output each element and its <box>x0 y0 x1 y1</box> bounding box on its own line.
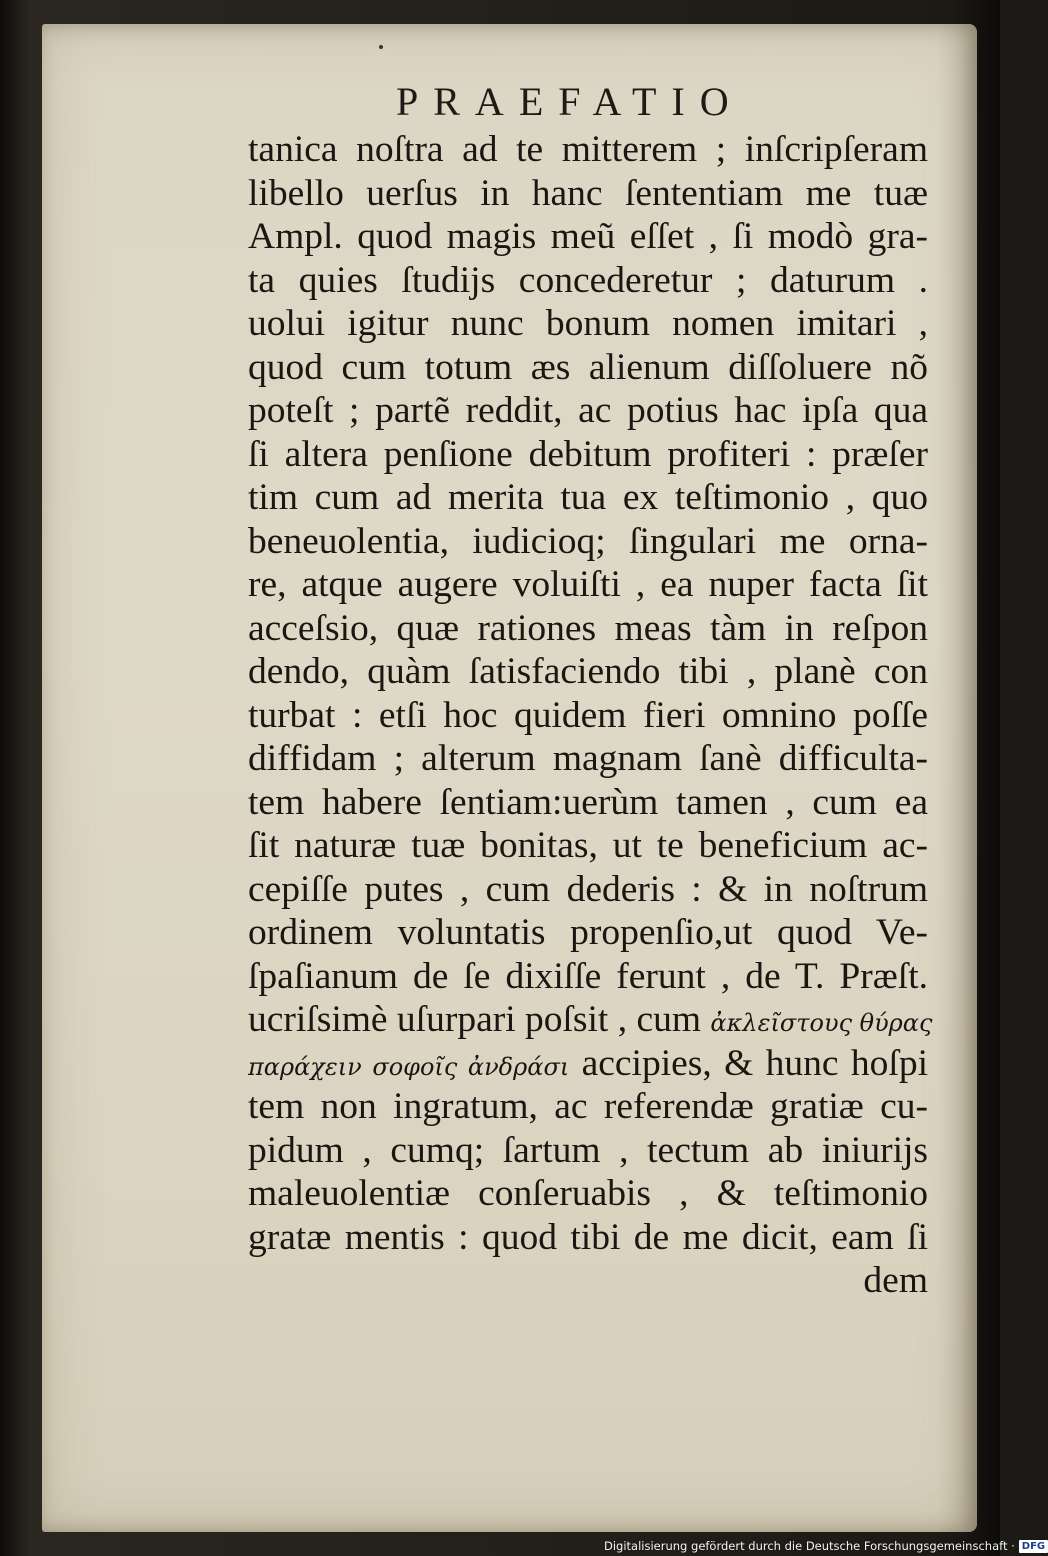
text-line: maleuolentiæ conſeruabis , & teſtimonio <box>248 1173 928 1214</box>
text-line: ordinem voluntatis propenſio,ut quod Ve- <box>248 912 928 953</box>
digitization-credit <box>604 1536 1048 1556</box>
dfg-logo-icon: DFG <box>1019 1540 1048 1553</box>
text-line: Ampl. quod magis meũ eſſet , ſi modò gra- <box>248 216 928 257</box>
text-line: cepiſſe putes , cum dederis : & in noſtrum <box>248 868 928 910</box>
latin-segment: ucriſsimè uſurpari poſsit , cum <box>248 999 702 1040</box>
text-line: pidum , cumq; ſartum , tectum ab iniurijs <box>248 1129 928 1171</box>
text-line: libello uerſus in hanc ſententiam me tuæ <box>248 172 928 214</box>
text-line: tem non ingratum, ac referendæ gratiæ cu- <box>248 1086 928 1127</box>
text-line-greek <box>248 998 933 1042</box>
text-line: ſi altera penſione debitum profiteri : præſer <box>248 433 928 475</box>
text-line: diffidam ; alterum magnam ſanè difficulta- <box>248 738 928 779</box>
text-line-greek <box>248 1042 928 1086</box>
catchword: dem <box>863 1260 928 1301</box>
text-line: turbat : etſi hoc quidem fieri omnino poſſe <box>248 694 928 736</box>
credit-text: Digitalisierung gefördert durch die Deutsche Forschungsgemeinschaft · <box>604 1539 1015 1553</box>
text-line: dendo, quàm ſatisfaciendo tibi , planè con <box>248 651 928 692</box>
text-line: gratæ mentis : quod tibi de me dicit, eam ſi <box>248 1216 928 1258</box>
text-line: ſpaſianum de ſe dixiſſe ferunt , de T. Præſt. <box>248 955 928 997</box>
text-line: quod cum totum æs alienum diſſoluere nõ <box>248 346 928 388</box>
text-line: acceſsio, quæ rationes meas tàm in reſpon <box>248 607 928 649</box>
running-head: PRAEFATIO <box>396 79 744 124</box>
text-line: tem habere ſentiam:uerùm tamen , cum ea <box>248 781 928 823</box>
text-line: ſit naturæ tuæ bonitas, ut te beneficium ac- <box>248 825 928 866</box>
text-line: ta quies ſtudijs concederetur ; daturum . <box>248 259 928 301</box>
text-line: poteſt ; partẽ reddit, ac potius hac ipſa qua <box>248 390 928 431</box>
text-block <box>248 128 933 1303</box>
greek-segment: παράχειν σοφοῖς ἀνδράσι <box>248 1052 570 1081</box>
text-line: beneuolentia, iudicioq; ſingulari me orna- <box>248 520 928 562</box>
latin-segment: accipies, & hunc hoſpi <box>581 1042 928 1084</box>
text-line: uolui igitur nunc bonum nomen imitari , <box>248 303 928 344</box>
text-line: tim cum ad merita tua ex teſtimonio , quo <box>248 477 928 518</box>
ink-dot <box>379 45 383 49</box>
text-line: re, atque augere voluiſti , ea nuper facta ſit <box>248 564 928 605</box>
text-line: tanica noſtra ad te mitterem ; inſcripſeram <box>248 129 928 170</box>
greek-segment: ἀκλεῖστους θύρας <box>710 1009 933 1037</box>
